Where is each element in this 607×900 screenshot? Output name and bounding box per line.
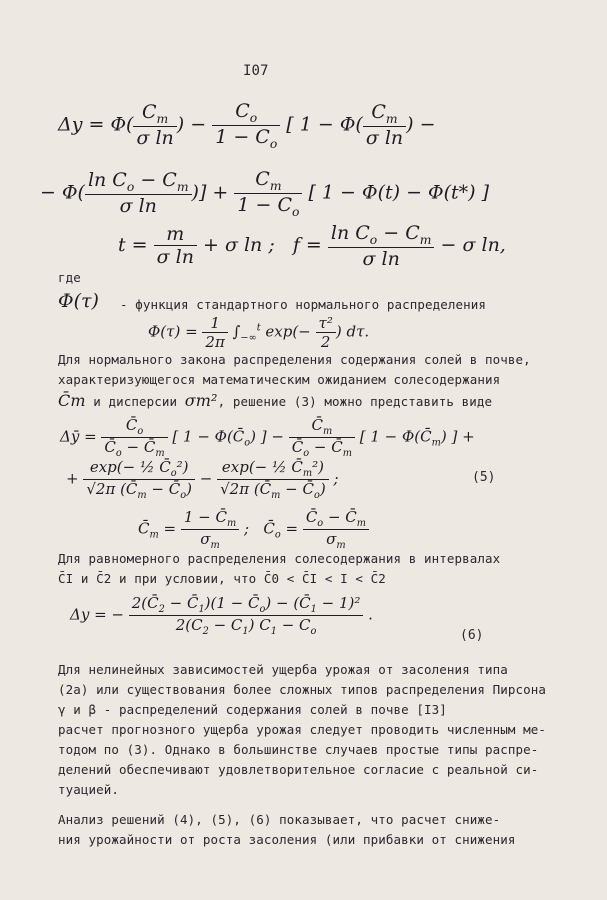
para3-line6: делений обеспечивают удовлетворительное согласие с реальной си-: [58, 762, 539, 777]
sigma-symbol: σm²: [184, 391, 218, 410]
phi-formula: Φ(τ) = $\frac{1}{2\pi}$ $\int_{-\infty}^t$ exp(− $\frac{\text{τ²}}{2}$ ) dτ.: [148, 314, 370, 351]
para1-line3-tail: , решение (3) можно представить виде: [217, 394, 493, 409]
equation-5-row2: + $\frac{\exp(- \frac{1}{2} C̄_o^2)}{√2\pi (C̄_m - C̄_o)}$ − $\frac{\exp(- \frac{1}{2} C̄_m^2)}{√2\pi (C̄_m - C̄_o)}$ ;: [66, 458, 339, 501]
para1-line3: [58, 391, 492, 410]
para4-line1: Анализ решений (4), (5), (6) показывает, что расчет сниже-: [58, 812, 501, 827]
where-label: где: [58, 270, 81, 285]
equation-delta-y-row1: Δy = Φ( $\frac{C_m}{\text{σ ln}}$ ) − $\frac{C_o}{1 - C_o}$ [ 1 − Φ( $\frac{C_m}{\text{σ ln}}$ ) −: [58, 100, 436, 151]
phi-symbol: Φ(τ): [58, 290, 99, 312]
para3-line3: γ и β - распределений содержания солей в почве [I3]: [58, 702, 447, 717]
equation-5-label: (5): [472, 470, 496, 485]
equation-5-row3: $C̄_m$ = $\frac{1 - C̄_m}{\sigma_m}$ ; $C̄_o$ = $\frac{C̄_o - C̄_m}{\sigma_m}$: [138, 508, 369, 551]
equation-t-f: t = $\frac{m}{\text{σ ln}}$ + σ ln ; f = $\frac{\ln C_o - C_m}{\text{σ ln}}$ − σ ln,: [118, 222, 506, 270]
para3-line5: тодом по (3). Однако в большинстве случаев простые типы распре-: [58, 742, 539, 757]
para4-line2: ния урожайности от роста засоления (или прибавки от снижения: [58, 832, 516, 847]
cm-symbol: C̄m: [58, 391, 86, 410]
para3-line1: Для нелинейных зависимостей ущерба урожая от засоления типа: [58, 662, 508, 677]
para3-line7: туацией.: [58, 782, 120, 797]
para2-line1: Для равномерного распределения солесодержания в интервалах: [58, 551, 501, 566]
equation-6: Δy = − $\frac{2(C̄_2 - C̄_1)(1 - C̄_o) - (C̄_1 - 1)^2}{2(C_2 - C_1) C_1 - C_o}$ .: [70, 594, 373, 637]
equation-6-label: (6): [460, 628, 484, 643]
para3-line4: расчет прогнозного ущерба урожая следует проводить численным ме-: [58, 722, 547, 737]
para1-line2: характеризующегося математическим ожиданием солесодержания: [58, 372, 501, 387]
equation-5-row1: Δȳ = $\frac{C̄_o}{C̄_o - C̄_m}$ [ $1 - \Phi(C̄_o)$ ] − $\frac{C̄_m}{C̄_o - C̄_m}$ [ $1 - \Phi(C̄_m)$ ] +: [60, 416, 475, 459]
para3-line2: (2а) или существования более сложных типов распределения Пирсона: [58, 682, 547, 697]
para1-line1: Для нормального закона распределения содержания солей в почве,: [58, 352, 531, 367]
para1-dispersion-text: и дисперсии: [85, 394, 185, 409]
para2-line2: C̄I и C̄2 и при условии, что C̄0 < C̄I < I < C̄2: [58, 571, 386, 586]
page-number: I07: [243, 63, 269, 79]
phi-definition-text: - функция стандартного нормального распределения: [120, 297, 487, 312]
equation-delta-y-row2: − Φ( $\frac{\ln C_o - C_m}{\text{σ ln}}$ )] + $\frac{C_m}{1 - C_o}$ [ 1 − Φ(t) − Φ(t*) ]: [40, 168, 490, 219]
